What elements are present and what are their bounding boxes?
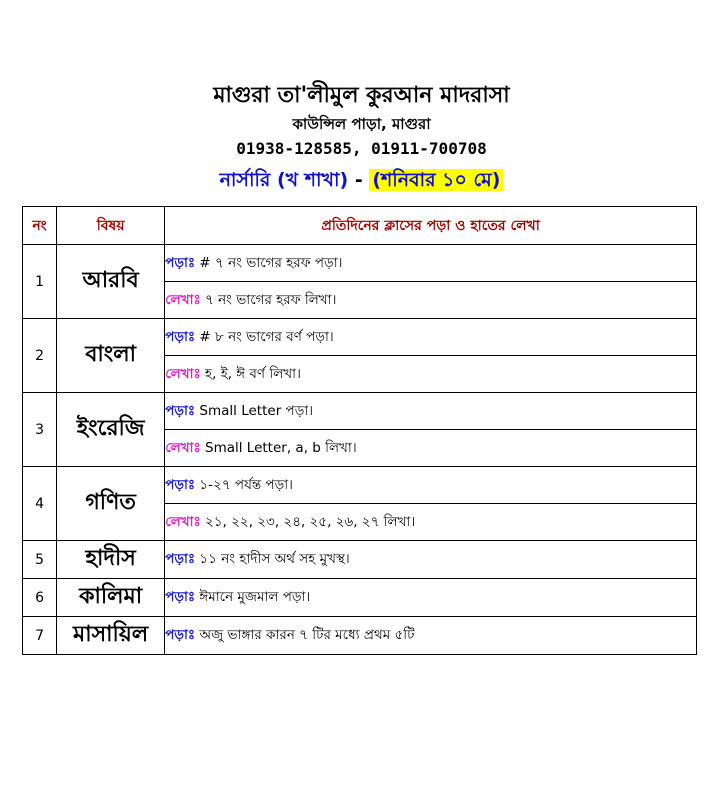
header-no: নং [23,207,57,245]
table-row [23,579,697,617]
table-row [23,541,697,579]
writing-task [165,356,697,393]
writing-text: ৭ নং ভাগের হরফ লিখা। [205,291,337,308]
write-label: লেখাঃ [165,439,201,456]
reading-task [165,579,697,617]
subject-name: ইংরেজি [57,393,165,467]
writing-task [165,430,697,467]
table-row [23,467,697,504]
writing-text: হ, ই, ঈ বর্ণ লিখা। [205,365,301,382]
reading-task [165,319,697,356]
writing-text: Small Letter, a, b লিখা। [205,439,357,456]
read-label: পড়াঃ [165,551,196,567]
writing-task [165,282,697,319]
read-label: পড়াঃ [165,476,196,493]
phone-numbers: 01938-128585, 01911-700708 [236,139,487,158]
row-number: 4 [23,467,57,541]
reading-text: ঈমানে মুজমাল পড়া। [199,589,311,605]
writing-text: ২১, ২২, ২৩, ২৪, ২৫, ২৬, ২৭ লিখা। [205,513,416,530]
school-name: মাগুরা তা'লীমুল কুরআন মাদরাসা [213,83,510,108]
reading-task [165,245,697,282]
subject-name: মাসায়িল [57,617,165,655]
header-task: প্রতিদিনের ক্লাসের পড়া ও হাতের লেখা [165,207,697,245]
header-subject: বিষয় [57,207,165,245]
reading-task [165,617,697,655]
subject-name: হাদীস [57,541,165,579]
write-label: লেখাঃ [165,365,201,382]
reading-text: অজু ভাঙ্গার কারন ৭ টির মধ্যে প্রথম ৫টি [199,627,415,643]
read-label: পড়াঃ [165,328,196,345]
row-number: 3 [23,393,57,467]
title-separator: - [348,169,370,191]
table-row [23,617,697,655]
reading-task [165,393,697,430]
write-label: লেখাঃ [165,513,201,530]
class-name: নার্সারি (খ শাখা) [219,169,349,191]
row-number: 1 [23,245,57,319]
class-day-highlight: (শনিবার ১০ মে) [369,169,503,191]
subject-name: গণিত [57,467,165,541]
school-address: কাউন্সিল পাড়া, মাগুরা [292,115,431,133]
reading-text: ১-২৭ পর্যন্ত পড়া। [199,476,293,493]
table-row [23,245,697,282]
row-number: 5 [23,541,57,579]
writing-task [165,504,697,541]
read-label: পড়াঃ [165,589,196,605]
write-label: লেখাঃ [165,291,201,308]
read-label: পড়াঃ [165,402,196,419]
reading-text: # ৮ নং ভাগের বর্ণ পড়া। [199,328,334,345]
row-number: 6 [23,579,57,617]
table-row [23,393,697,430]
reading-text: ১১ নং হাদীস অর্থ সহ মুখস্থ। [199,551,350,567]
class-title [0,166,723,198]
row-number: 7 [23,617,57,655]
reading-text: Small Letter পড়া। [199,402,314,419]
read-label: পড়াঃ [165,254,196,271]
read-label: পড়াঃ [165,627,196,643]
reading-text: # ৭ নং ভাগের হরফ পড়া। [199,254,343,271]
reading-task [165,467,697,504]
routine-table [22,206,697,655]
subject-name: আরবি [57,245,165,319]
subject-name: বাংলা [57,319,165,393]
subject-name: কালিমা [57,579,165,617]
row-number: 2 [23,319,57,393]
table-header-row [23,207,697,245]
table-row [23,319,697,356]
reading-task [165,541,697,579]
